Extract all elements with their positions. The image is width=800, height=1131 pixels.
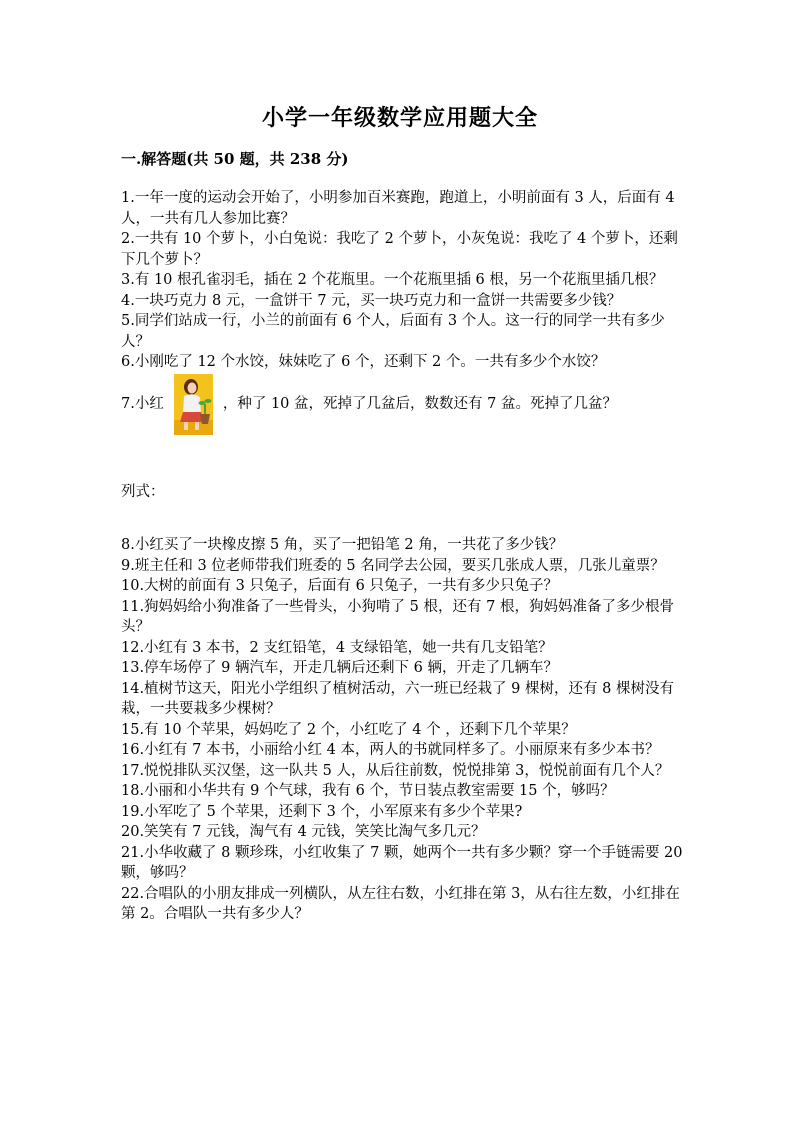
question-15: 15.有 10 个苹果，妈妈吃了 2 个，小红吃了 4 个 ，还剩下几个苹果？	[121, 721, 576, 738]
question-4: 4.一块巧克力 8 元，一盒饼干 7 元，买一块巧克力和一盒饼一共需要多少钱？	[121, 292, 622, 309]
section-heading: 一.解答题(共 50 题，共 238 分)	[121, 150, 349, 168]
question-list-a	[121, 188, 686, 436]
girl-with-seedling-image	[174, 374, 213, 435]
question-17: 17.悦悦排队买汉堡，这一队共 5 人，从后往前数，悦悦排第 3，悦悦前面有几个人？	[121, 762, 670, 779]
formula-label: 列式：	[121, 484, 165, 500]
question-list-b	[121, 535, 686, 925]
question-14: 14.植树节这天，阳光小学组织了植树活动，六一班已经栽了 9 棵树，还有 8 棵树没有栽，一共要栽多少棵树？	[121, 680, 674, 717]
question-19: 19.小军吃了 5 个苹果，还剩下 3 个，小军原来有多少个苹果?	[121, 803, 523, 820]
question-11: 11.狗妈妈给小狗准备了一些骨头，小狗啃了 5 根，还有 7 根，狗妈妈准备了多少根骨头？	[121, 598, 674, 635]
question-9: 9.班主任和 3 位老师带我们班委的 5 名同学去公园，要买几张成人票，几张儿童票？	[121, 557, 665, 574]
question-8: 8.小红买了一块橡皮擦 5 角，买了一把铅笔 2 角，一共花了多少钱？	[121, 537, 564, 553]
question-1: 1.一年一度的运动会开始了，小明参加百米赛跑，跑道上，小明前面有 3 人，后面有 4 人，一共有几人参加比赛？	[121, 190, 675, 227]
question-6: 6.小刚吃了 12 个水饺，妹妹吃了 6 个，还剩下 2 个。一共有多少个水饺？	[121, 354, 606, 370]
question-2: 2.一共有 10 个萝卜，小白兔说：我吃了 2 个萝卜，小灰兔说：我吃了 4 个萝卜，还剩下几个萝卜？	[121, 231, 678, 268]
question-18: 18.小丽和小华共有 9 个气球，我有 6 个，节日装点教室需要 15 个，够吗？	[121, 783, 615, 799]
question-3: 3.有 10 根孔雀羽毛，插在 2 个花瓶里。一个花瓶里插 6 根，另一个花瓶里插几根？	[121, 272, 664, 288]
page-title: 小学一年级数学应用题大全	[261, 105, 538, 131]
question-12: 12.小红有 3 本书，2 支红铅笔，4 支绿铅笔，她一共有几支铅笔？	[121, 639, 553, 656]
question-7	[121, 373, 686, 436]
question-7-start: 7.小红	[121, 395, 164, 412]
question-5: 5.同学们站成一行，小兰的前面有 6 个人，后面有 3 个人。这一行的同学一共有多少人？	[121, 313, 665, 350]
question-7-end: ，种了 10 盆，死掉了几盆后，数数还有 7 盆。死掉了几盆？	[222, 395, 617, 412]
question-21: 21.小华收藏了 8 颗珍珠，小红收集了 7 颗，她两个一共有多少颗？穿一个手链需要 20 颗，够吗？	[121, 844, 683, 881]
question-13: 13.停车场停了 9 辆汽车，开走几辆后还剩下 6 辆，开走了几辆车？	[121, 660, 558, 676]
question-22: 22.合唱队的小朋友排成一列横队，从左往右数，小红排在第 3，从右往左数，小红排在第 2。合唱队一共有多少人？	[121, 885, 680, 922]
question-20: 20.笑笑有 7 元钱，淘气有 4 元钱，笑笑比淘气多几元？	[121, 824, 486, 840]
question-10: 10.大树的前面有 3 只兔子，后面有 6 只兔子，一共有多少只兔子？	[121, 578, 558, 594]
question-16: 16.小红有 7 本书，小丽给小红 4 本，两人的书就同样多了。小丽原来有多少本书？	[121, 742, 660, 758]
